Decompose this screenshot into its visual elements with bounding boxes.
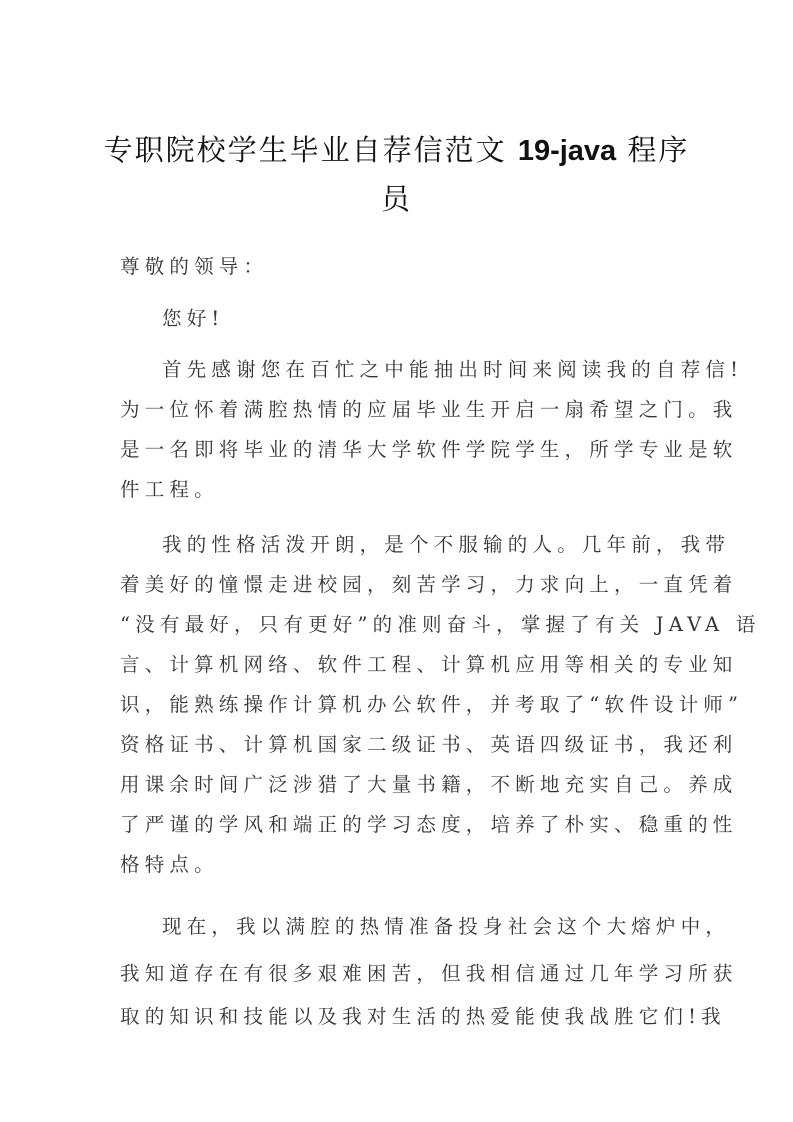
document-title-line-2: 员: [380, 182, 412, 216]
paragraph-2-line-7: 用课余时间广泛涉猎了大量书籍，不断地充实自己。养成: [120, 773, 738, 796]
paragraph-2-line-5: 识，能熟练操作计算机办公软件，并考取了“软件设计师”: [120, 693, 744, 716]
paragraph-1-line-4: 件工程。: [120, 478, 219, 501]
paragraph-2-line-2: 着美好的憧憬走进校园，刻苦学习，力求向上，一直凭着: [120, 573, 738, 596]
document-title-line-1: [0, 128, 793, 169]
title-text-a: 专职院校学生毕业自荐信范文: [103, 133, 518, 167]
paragraph-3-line-3: 取的知识和技能以及我对生活的热爱能使我战胜它们!我: [120, 1005, 726, 1028]
paragraph-2-line-6: 资格证书、计算机国家二级证书、英语四级证书，我还利: [120, 733, 738, 756]
paragraph-1-line-3: 是一名即将毕业的清华大学软件学院学生，所学专业是软: [120, 438, 738, 461]
paragraph-1-line-2: 为一位怀着满腔热情的应届毕业生开启一扇希望之门。我: [120, 398, 738, 421]
paragraph-2-line-3: “没有最好，只有更好”的准则奋斗，掌握了有关 JAVA 语: [120, 613, 761, 636]
paragraph-3-line-1: 现在，我以满腔的热情准备投身社会这个大熔炉中，: [162, 915, 731, 938]
paragraph-2-line-9: 格特点。: [120, 853, 219, 876]
salutation: 尊敬的领导：: [120, 255, 269, 278]
title-text-c: 程序: [616, 133, 690, 167]
paragraph-1-line-1: 首先感谢您在百忙之中能抽出时间来阅读我的自荐信!: [162, 358, 744, 381]
title-text-b: 19-java: [517, 135, 617, 167]
paragraph-3-line-2: 我知道存在有很多艰难困苦，但我相信通过几年学习所获: [120, 962, 738, 985]
paragraph-2-line-4: 言、计算机网络、软件工程、计算机应用等相关的专业知: [120, 653, 738, 676]
greeting: 您好!: [162, 307, 225, 330]
paragraph-2-line-1: 我的性格活泼开朗，是个不服输的人。几年前，我带: [162, 533, 731, 556]
paragraph-2-line-8: 了严谨的学风和端正的学习态度，培养了朴实、稳重的性: [120, 813, 738, 836]
